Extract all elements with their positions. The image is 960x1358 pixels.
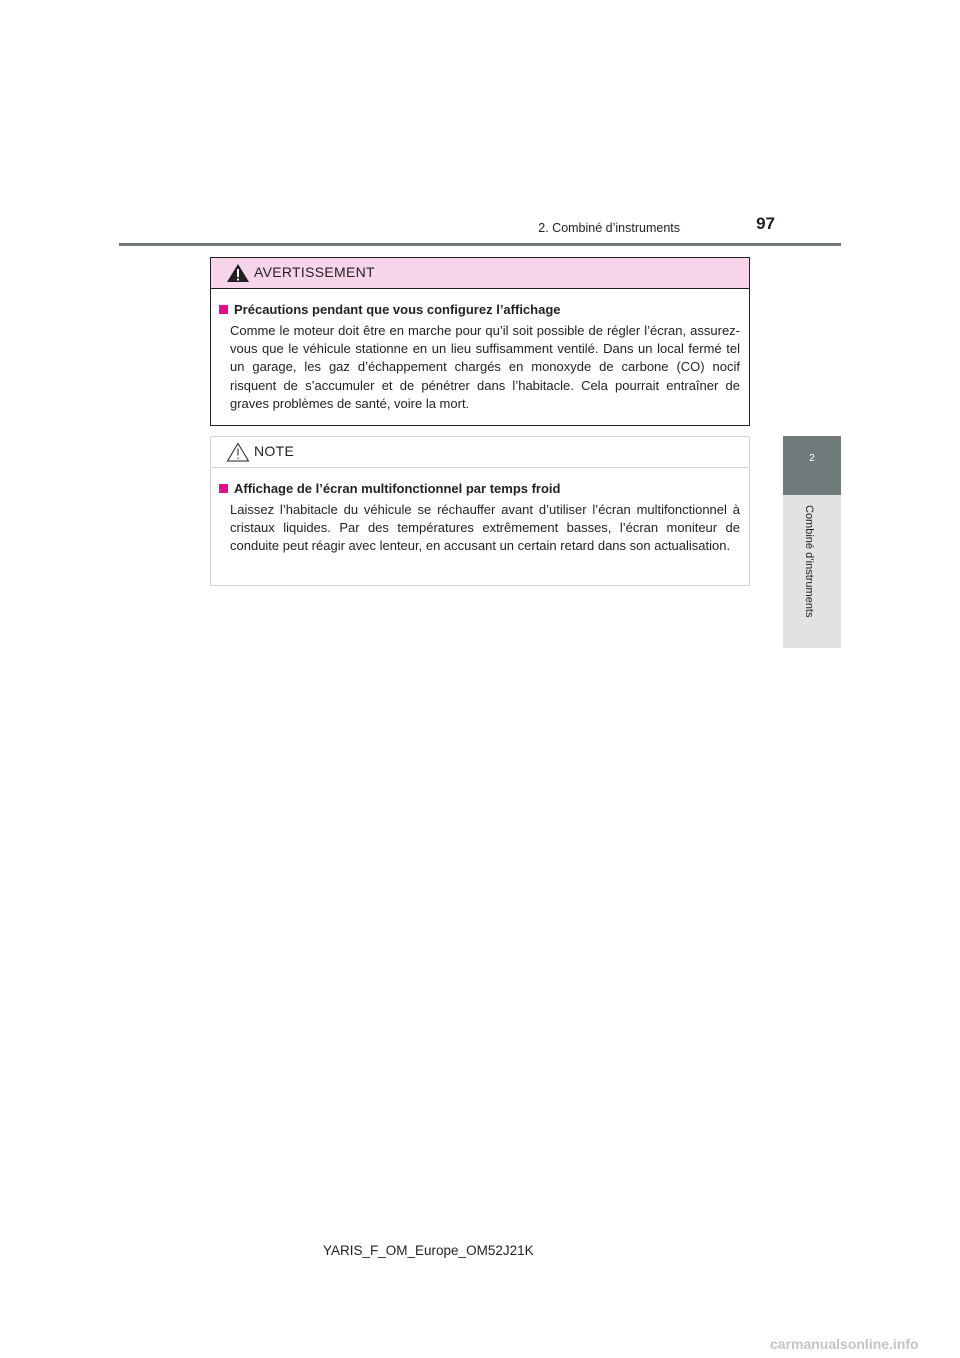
- chapter-tab-label: Combiné d’instruments: [803, 505, 815, 618]
- warning-item-title-text: Précautions pendant que vous configurez l’affichage: [234, 302, 561, 317]
- note-box: [210, 436, 750, 586]
- header-rule: [119, 243, 841, 246]
- running-header-section: 2. Combiné d’instruments: [538, 221, 680, 235]
- warning-box: [210, 257, 750, 426]
- document-code: YARIS_F_OM_Europe_OM52J21K: [323, 1243, 534, 1258]
- warning-header: [211, 258, 749, 289]
- caution-triangle-icon: [226, 442, 250, 462]
- note-title: NOTE: [254, 443, 295, 459]
- chapter-tab-number: 2: [809, 453, 815, 464]
- square-bullet-icon: [219, 484, 228, 493]
- warning-triangle-icon: [226, 263, 250, 283]
- chapter-tab: [783, 436, 841, 495]
- page-number: 97: [756, 214, 775, 233]
- warning-item-text: Comme le moteur doit être en marche pour qu’il soit possible de régler l’écran, assurez-vous que le véhicule stationne en un lieu suffisamment ventilé. Dans un local fermé tel un garage, les gaz d’échappement chargés en monoxyde de carbone (CO) nocif risquent de s’accumuler et de pénétrer dans l’habitacle. Cela pourrait entraîner de graves problèmes de santé, voire la mort.: [230, 323, 740, 411]
- note-item-title-text: Affichage de l’écran multifonctionnel par temps froid: [234, 481, 561, 496]
- watermark: carmanualsonline.info: [770, 1336, 919, 1352]
- square-bullet-icon: [219, 305, 228, 314]
- note-header: [211, 437, 749, 468]
- warning-item-title: [219, 302, 561, 317]
- warning-title: AVERTISSEMENT: [254, 264, 375, 280]
- note-item-text: Laissez l’habitacle du véhicule se réchauffer avant d’utiliser l’écran multifonctionnel à cristaux liquides. Par des températures extrêmement basses, l’écran moniteur de conduite peut réagir avec lenteur, en accusant un certain retard dans son actualisation.: [230, 502, 740, 554]
- note-item-title: [219, 481, 561, 496]
